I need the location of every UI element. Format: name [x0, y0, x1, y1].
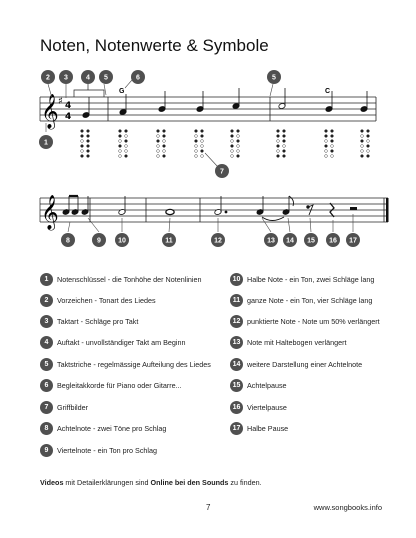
legend-text: Griffbilder: [57, 403, 89, 412]
legend-number: 4: [40, 336, 53, 349]
svg-text:12: 12: [214, 237, 222, 245]
legend-item: [40, 444, 157, 457]
marker-13: [264, 233, 278, 247]
footer-videos: Videos: [40, 478, 64, 487]
marker-10: [115, 233, 129, 247]
marker-5b: [267, 70, 281, 84]
staff-2: [40, 198, 388, 222]
page-number: 7: [206, 503, 211, 512]
legend-number: 6: [40, 379, 53, 392]
treble-clef-icon: 𝄞: [41, 195, 59, 230]
marker-9: [92, 233, 106, 247]
svg-text:13: 13: [267, 237, 275, 245]
svg-text:4: 4: [86, 74, 90, 82]
legend-number: 5: [40, 358, 53, 371]
svg-text:16: 16: [329, 237, 337, 245]
legend-number: 13: [230, 336, 243, 349]
page-title: Noten, Notenwerte & Symbole: [40, 36, 269, 55]
legend-text: Notenschlüssel - die Tonhöhe der Notenlinien: [57, 275, 202, 284]
legend-number: 1: [40, 273, 53, 286]
legend-text: Taktart - Schläge pro Takt: [57, 317, 139, 326]
legend-number: 16: [230, 401, 243, 414]
marker-7: [215, 164, 229, 178]
legend-number: 12: [230, 315, 243, 328]
svg-text:5: 5: [272, 74, 276, 82]
marker-17: [346, 233, 360, 247]
chord-diagrams: [81, 130, 370, 158]
svg-text:8: 8: [66, 237, 70, 245]
svg-text:14: 14: [286, 237, 294, 245]
legend-item: [40, 358, 211, 371]
legend-text: punktierte Note - Note um 50% verlängert: [247, 317, 380, 326]
notes-2: [62, 196, 357, 221]
footer-end: zu finden.: [228, 478, 262, 487]
legend-number: 17: [230, 422, 243, 435]
legend-item: [230, 294, 372, 307]
legend-text: Viertelpause: [247, 403, 287, 412]
svg-text:10: 10: [118, 237, 126, 245]
chord-label-g: G: [119, 88, 125, 95]
website-link[interactable]: www.songbooks.info: [313, 503, 382, 512]
legend-text: weitere Darstellung einer Achtelnote: [247, 360, 363, 369]
svg-text:2: 2: [46, 74, 50, 82]
marker-14: [283, 233, 297, 247]
final-barline: [386, 198, 389, 222]
legend-number: 8: [40, 422, 53, 435]
marker-11: [162, 233, 176, 247]
svg-text:1: 1: [44, 139, 48, 147]
svg-text:17: 17: [349, 237, 357, 245]
marker-3: [59, 70, 73, 84]
chord-label-c: C: [325, 88, 331, 95]
legend-text: Achtelnote - zwei Töne pro Schlag: [57, 424, 167, 433]
legend-number: 9: [40, 444, 53, 457]
legend-text: Note mit Haltebogen verlängert: [247, 338, 347, 347]
marker-6: [131, 70, 145, 84]
marker-1: [39, 135, 53, 149]
legend-number: 3: [40, 315, 53, 328]
legend-item: [40, 379, 182, 392]
legend-text: Halbe Pause: [247, 424, 289, 433]
legend-text: Viertelnote - ein Ton pro Schlag: [57, 446, 158, 455]
time-signature: 4: [65, 112, 72, 122]
svg-text:15: 15: [307, 237, 315, 245]
marker-16: [326, 233, 340, 247]
legend-number: 10: [230, 273, 243, 286]
legend-number: 14: [230, 358, 243, 371]
legend-item: [40, 336, 186, 349]
legend-item: [40, 294, 156, 307]
legend-item: [230, 422, 288, 435]
treble-clef-icon: 𝄞: [41, 94, 59, 129]
legend-text: ganze Note - ein Ton, vier Schläge lang: [247, 296, 373, 305]
legend-number: 7: [40, 401, 53, 414]
marker-2: [41, 70, 55, 84]
marker-8: [61, 233, 75, 247]
marker-5a: [99, 70, 113, 84]
legend-item: [230, 401, 287, 414]
footer-online-link[interactable]: Online bei den Sounds: [150, 478, 229, 487]
legend-number: 11: [230, 294, 243, 307]
legend-number: 2: [40, 294, 53, 307]
marker-15: [304, 233, 318, 247]
legend-item: [230, 336, 346, 349]
svg-text:6: 6: [136, 74, 140, 82]
time-signature: 4: [65, 101, 72, 111]
svg-text:7: 7: [220, 168, 224, 176]
svg-text:5: 5: [104, 74, 108, 82]
legend-item: [230, 358, 362, 371]
marker-12: [211, 233, 225, 247]
legend-item: [40, 422, 166, 435]
legend-text: Auftakt - unvollständiger Takt am Beginn: [57, 338, 186, 347]
legend-text: Begleitakkorde für Piano oder Gitarre...: [57, 381, 182, 390]
legend-item: [230, 379, 287, 392]
legend-item: [230, 273, 374, 286]
svg-text:3: 3: [64, 74, 68, 82]
sharp-icon: ♯: [58, 96, 63, 107]
footer-mid: mit Detailerklärungen sind: [63, 478, 151, 487]
legend-item: [40, 401, 88, 414]
legend-text: Achtelpause: [247, 381, 287, 390]
svg-text:9: 9: [97, 237, 101, 245]
legend-text: Taktstriche - regelmässige Aufteilung des Liedes: [57, 360, 211, 369]
legend-text: Vorzeichen - Tonart des Liedes: [57, 296, 156, 305]
upbeat-bracket: [74, 84, 104, 97]
legend-item: [40, 273, 202, 286]
footer-note: [40, 478, 262, 487]
legend-item: [230, 315, 380, 328]
svg-text:11: 11: [165, 237, 173, 245]
leaders-2: [68, 214, 353, 232]
marker-4: [81, 70, 95, 84]
legend-number: 15: [230, 379, 243, 392]
music-examples: [0, 0, 416, 260]
legend-text: Halbe Note - ein Ton, zwei Schläge lang: [247, 275, 375, 284]
legend-item: [40, 315, 138, 328]
markers: [39, 70, 360, 247]
